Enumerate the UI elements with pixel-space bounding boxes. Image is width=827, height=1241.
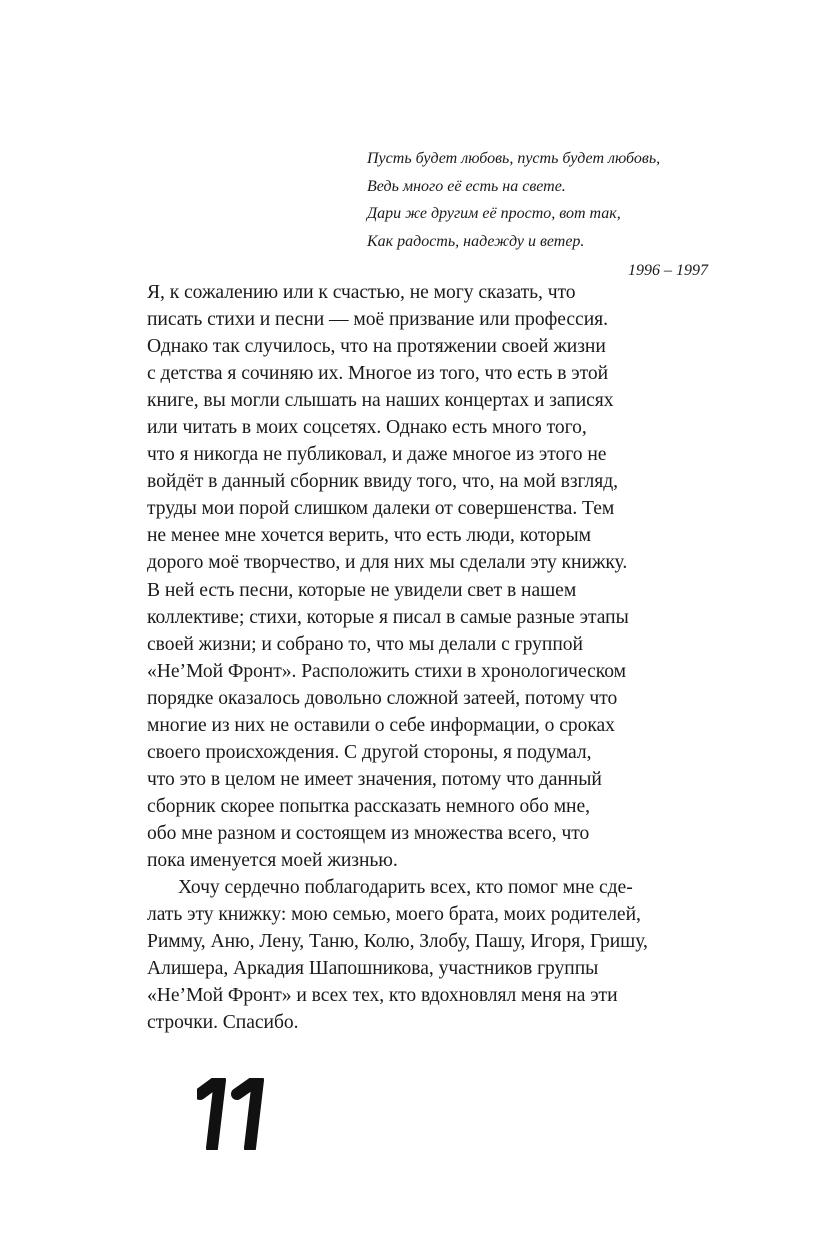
text-line: коллективе; стихи, которые я писал в самые разные этапы [147, 606, 629, 628]
page-number-glyph [197, 1078, 277, 1150]
text-line: что я никогда не публиковал, и даже многое из этого не [147, 444, 607, 466]
text-line: труды мои порой слишком далеки от совершенства. Тем [147, 498, 615, 520]
text-line: или читать в моих соцсетях. Однако есть много того, [147, 417, 587, 439]
text-line: с детства я сочиняю их. Многое из того, что есть в этой [147, 363, 609, 385]
text-line: лать эту книжку: мою семью, моего брата, моих родителей, [147, 904, 641, 926]
page-number [197, 1078, 277, 1150]
text-line: порядке оказалось довольно сложной затеей, потому что [147, 687, 618, 709]
text-line: «Не’Мой Фронт» и всех тех, кто вдохновлял меня на эти [147, 985, 618, 1007]
text-line: многие из них не оставили о себе информации, о сроках [147, 714, 615, 736]
body-text [147, 279, 712, 1036]
text-line: своего происхождения. С другой стороны, я подумал, [147, 741, 592, 763]
text-line: пока именуется моей жизнью. [147, 849, 398, 871]
epigraph [367, 145, 712, 285]
text-line: что это в целом не имеет значения, потому что данный [147, 768, 602, 790]
text-line: В ней есть песни, которые не увидели свет в нашем [147, 579, 577, 601]
text-line: Хочу сердечно поблагодарить всех, кто помог мне сде- [178, 877, 633, 899]
text-line: войдёт в данный сборник ввиду того, что, на мой взгляд, [147, 471, 619, 493]
text-line: Алишера, Аркадия Шапошникова, участников группы [147, 958, 599, 980]
epigraph-line: Как радость, надежду и ветер. [367, 232, 585, 250]
text-line: Я, к сожалению или к счастью, не могу сказать, что [147, 282, 576, 303]
text-line: писать стихи и песни — моё призвание или профессия. [147, 309, 608, 331]
text-line: книге, вы могли слышать на наших концертах и записях [147, 390, 614, 412]
text-line: Однако так случилось, что на протяжении своей жизни [147, 336, 606, 358]
epigraph-line: Ведь много её есть на свете. [367, 177, 566, 195]
text-line: «Не’Мой Фронт». Расположить стихи в хронологическом [147, 660, 626, 682]
epigraph-line: Дари же другим её просто, вот так, [367, 205, 621, 222]
text-line: дорого моё творчество, и для них мы сделали эту книжку. [147, 552, 628, 574]
text-line: не менее мне хочется верить, что есть люди, которым [147, 525, 591, 547]
paragraph-intro [147, 279, 712, 874]
text-line: своей жизни; и собрано то, что мы делали с группой [147, 633, 583, 655]
text-line: обо мне разном и состоящем из множества всего, что [147, 822, 590, 844]
epigraph-line: Пусть будет любовь, пусть будет любовь, [367, 150, 661, 167]
paragraph-thanks [147, 874, 712, 1036]
text-line: сборник скорее попытка рассказать немного обо мне, [147, 795, 590, 817]
text-line: Римму, Аню, Лену, Таню, Колю, Злобу, Пашу, Игоря, Гришу, [147, 931, 648, 953]
epigraph-date: 1996 – 1997 [628, 262, 708, 279]
text-line: строчки. Спасибо. [147, 1012, 299, 1034]
